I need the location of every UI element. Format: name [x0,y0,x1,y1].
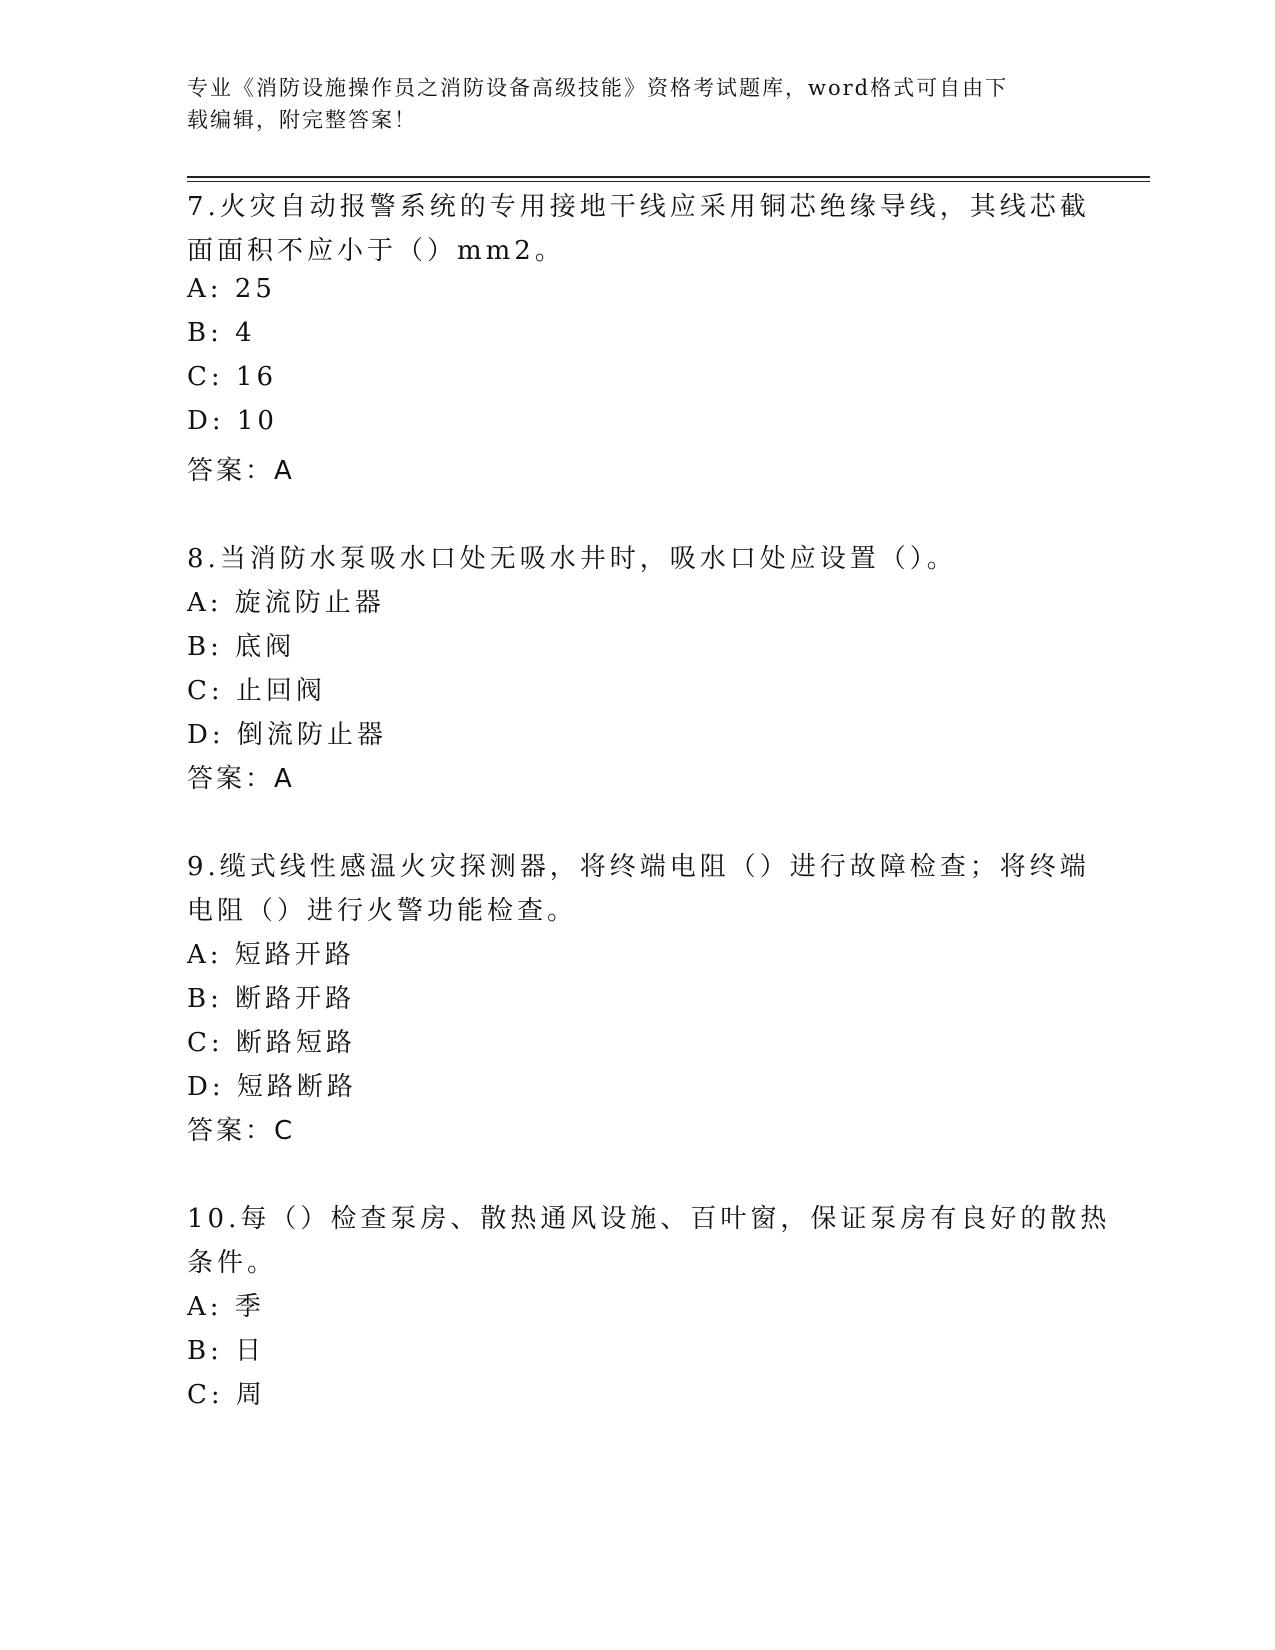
question-stem: 8.当消防水泵吸水口处无吸水井时，吸水口处应设置（）。 [187,544,957,574]
answer: 答案：A [187,456,295,486]
answer: 答案：C [187,1116,296,1146]
question-stem: 9.缆式线性感温火灾探测器，将终端电阻（）进行故障检查；将终端 [187,852,1090,882]
header-line-1: 专业《消防设施操作员之消防设备高级技能》资格考试题库，word格式可自由下 [187,76,1009,100]
option-c: C: 16 [187,362,278,392]
question-stem: 7.火灾自动报警系统的专用接地干线应采用铜芯绝缘导线，其线芯截 [187,192,1090,222]
option-a: A: 短路开路 [187,940,355,970]
option-a: A: 25 [187,274,276,304]
question-stem: 面面积不应小于（）mm2。 [187,236,565,266]
option-b: B: 日 [187,1336,266,1366]
option-b: B: 4 [187,318,256,348]
option-a: A: 季 [187,1292,265,1322]
option-d: D: 倒流防止器 [187,720,387,750]
header-divider [187,176,1150,178]
question-stem: 电阻（）进行火警功能检查。 [187,896,578,926]
header-line-2: 载编辑，附完整答案！ [187,108,417,132]
header-divider-thin [187,181,1150,182]
option-c: C: 断路短路 [187,1028,356,1058]
question-stem: 条件。 [187,1248,278,1278]
option-c: C: 周 [187,1380,266,1410]
answer: 答案：A [187,764,295,794]
option-b: B: 底阀 [187,632,296,662]
option-d: D: 10 [187,406,278,436]
question-stem: 10.每（）检查泵房、散热通风设施、百叶窗，保证泵房有良好的散热 [187,1204,1111,1234]
document-header [187,72,1067,136]
option-c: C: 止回阀 [187,676,326,706]
option-a: A: 旋流防止器 [187,588,385,618]
option-d: D: 短路断路 [187,1072,357,1102]
option-b: B: 断路开路 [187,984,356,1014]
